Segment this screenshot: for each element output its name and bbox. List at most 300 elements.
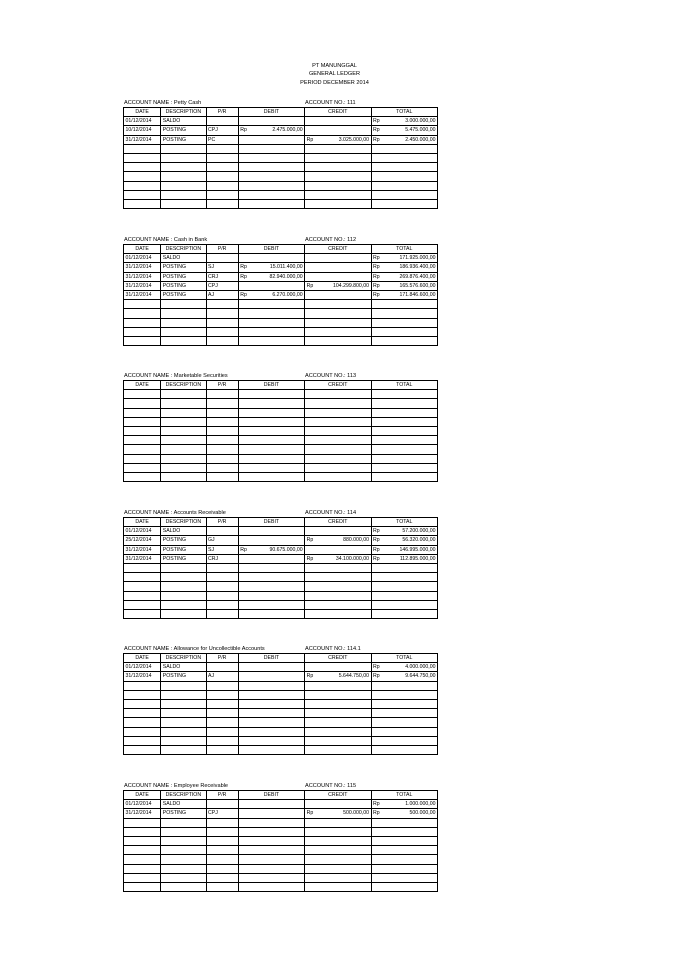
cell-description [161,718,206,727]
cell-total [377,818,437,827]
cell-pr [206,582,238,591]
cell-credit [311,663,371,672]
cell-total [377,600,437,609]
table-row [124,663,438,672]
column-header-credit: CREDIT [305,381,371,390]
cell-date [124,454,161,463]
cell-description [161,745,206,754]
column-header-row [124,654,438,663]
cell-credit [311,545,371,554]
cell-credit-currency: Rp [306,537,314,544]
cell-date [124,600,161,609]
cell-debit [244,727,304,736]
cell-credit [311,727,371,736]
cell-pr [206,591,238,600]
ledger-account-header [123,373,438,380]
column-header-description: DESCRIPTION [161,518,206,527]
cell-debit [244,336,304,345]
cell-credit [311,172,371,181]
cell-description [161,454,206,463]
cell-credit [311,745,371,754]
cell-pr [206,800,238,809]
cell-description: POSTING [161,263,206,272]
column-header-total: TOTAL [371,108,437,117]
cell-total-currency: Rp [373,255,380,262]
cell-description [161,573,206,582]
cell-date [124,873,161,882]
cell-description [161,408,206,417]
cell-credit [311,336,371,345]
column-header-debit: DEBIT [238,791,304,800]
cell-description [161,827,206,836]
cell-pr [206,745,238,754]
column-header-total: TOTAL [371,381,437,390]
table-row-empty [124,417,438,426]
cell-total: 9.644.750,00 [377,672,437,681]
cell-total [377,408,437,417]
cell-credit [311,426,371,435]
cell-total [377,190,437,199]
cell-pr: CPJ [206,126,238,135]
company-name: PT MANUNGGAL [312,63,357,69]
cell-credit [311,699,371,708]
table-row-empty [124,390,438,399]
ledger-table [123,244,438,346]
cell-date: 01/12/2014 [124,527,161,536]
cell-pr: SJ [206,545,238,554]
cell-debit-currency: Rp [240,292,247,299]
cell-credit [311,117,371,126]
cell-description: POSTING [161,272,206,281]
cell-total [377,144,437,153]
cell-date [124,190,161,199]
cell-credit [311,573,371,582]
cell-credit [311,846,371,855]
cell-description [161,472,206,481]
cell-date [124,745,161,754]
cell-description [161,436,206,445]
cell-total: 3.000.000,00 [377,117,437,126]
table-row [124,527,438,536]
cell-credit [311,254,371,263]
cell-total: 146.995.000,00 [377,545,437,554]
cell-pr [206,699,238,708]
cell-debit [244,135,304,144]
account-name: ACCOUNT NAME : Employee Receivable [124,783,229,789]
cell-debit [244,527,304,536]
cell-debit [244,800,304,809]
cell-description [161,426,206,435]
cell-total: 500.000,00 [377,809,437,818]
cell-description [161,882,206,891]
cell-total [377,436,437,445]
cell-pr [206,309,238,318]
cell-description [161,190,206,199]
cell-total: 2.450.000,00 [377,135,437,144]
cell-pr: PC [206,135,238,144]
cell-credit [311,718,371,727]
cell-description [161,699,206,708]
cell-debit [244,408,304,417]
cell-pr [206,827,238,836]
ledger-table [123,517,438,619]
cell-pr [206,609,238,618]
cell-debit [244,827,304,836]
cell-date: 25/12/2014 [124,536,161,545]
cell-credit [311,408,371,417]
cell-credit [311,609,371,618]
cell-total: 269.876.400,00 [377,272,437,281]
cell-credit [311,827,371,836]
cell-credit [311,126,371,135]
cell-date [124,153,161,162]
column-header-description: DESCRIPTION [161,108,206,117]
cell-date [124,727,161,736]
cell-total: 5.475.000,00 [377,126,437,135]
cell-total: 165.576.600,00 [377,281,437,290]
cell-debit [244,809,304,818]
table-row-empty [124,600,438,609]
table-row-empty [124,727,438,736]
table-row-empty [124,408,438,417]
cell-total [377,882,437,891]
cell-pr [206,718,238,727]
cell-debit [244,163,304,172]
account-number: ACCOUNT NO.: 115 [305,783,357,789]
column-header-debit: DEBIT [238,518,304,527]
cell-description [161,399,206,408]
cell-debit [244,591,304,600]
cell-description: SALDO [161,663,206,672]
cell-description [161,445,206,454]
cell-description: POSTING [161,126,206,135]
cell-total [377,573,437,582]
ledger-account [123,237,438,346]
account-number: ACCOUNT NO.: 112 [305,237,357,243]
cell-debit [244,199,304,208]
cell-date [124,827,161,836]
cell-total [377,846,437,855]
cell-pr [206,454,238,463]
cell-total [377,827,437,836]
cell-pr [206,153,238,162]
cell-total [377,318,437,327]
table-row [124,254,438,263]
cell-credit [311,327,371,336]
cell-description: POSTING [161,536,206,545]
cell-date [124,181,161,190]
cell-debit [244,709,304,718]
cell-total-currency: Rp [373,801,380,808]
cell-date: 01/12/2014 [124,117,161,126]
cell-total [377,199,437,208]
cell-total-currency: Rp [373,537,380,544]
cell-description [161,864,206,873]
table-row-empty [124,818,438,827]
cell-date [124,172,161,181]
cell-description [161,417,206,426]
cell-description [161,681,206,690]
table-row-empty [124,144,438,153]
cell-debit [244,864,304,873]
cell-description: SALDO [161,527,206,536]
cell-credit: 3.025.000,00 [311,135,371,144]
cell-description [161,855,206,864]
cell-date [124,699,161,708]
cell-credit-currency: Rp [306,673,314,680]
cell-description [161,591,206,600]
cell-debit [244,254,304,263]
cell-debit: 90.675.000,00 [244,545,304,554]
cell-debit [244,172,304,181]
cell-date [124,426,161,435]
cell-pr [206,117,238,126]
table-row [124,281,438,290]
cell-credit [311,272,371,281]
table-row [124,290,438,299]
table-row-empty [124,463,438,472]
cell-total-currency: Rp [373,282,380,289]
cell-date [124,709,161,718]
cell-description: POSTING [161,135,206,144]
ledger-account [123,646,438,755]
cell-total [377,745,437,754]
cell-description: POSTING [161,554,206,563]
cell-credit [311,454,371,463]
cell-pr: SJ [206,263,238,272]
column-header-date: DATE [124,518,161,527]
cell-total [377,390,437,399]
cell-total-currency: Rp [373,264,380,271]
cell-pr [206,181,238,190]
table-row-empty [124,745,438,754]
cell-description: SALDO [161,117,206,126]
table-row [124,272,438,281]
cell-date [124,463,161,472]
cell-debit [244,300,304,309]
cell-debit [244,573,304,582]
cell-total-currency: Rp [373,673,380,680]
cell-description: SALDO [161,800,206,809]
table-row-empty [124,399,438,408]
cell-credit-currency: Rp [306,810,314,817]
table-row-empty [124,472,438,481]
cell-description: POSTING [161,809,206,818]
account-name: ACCOUNT NAME : Cash in Bank [124,237,208,243]
column-header-credit: CREDIT [305,791,371,800]
table-row-empty [124,609,438,618]
cell-pr [206,736,238,745]
cell-total: 1.000.000,00 [377,800,437,809]
column-header-debit: DEBIT [238,108,304,117]
table-row-empty [124,199,438,208]
table-row-empty [124,563,438,572]
cell-credit [311,263,371,272]
ledger-account-header [123,510,438,517]
column-header-description: DESCRIPTION [161,791,206,800]
cell-debit [244,454,304,463]
table-row-empty [124,318,438,327]
cell-total: 112.895.000,00 [377,554,437,563]
cell-debit [244,117,304,126]
table-row-empty [124,873,438,882]
column-header-pr: P/R [206,791,238,800]
cell-debit [244,554,304,563]
cell-debit-currency: Rp [240,264,247,271]
cell-date [124,718,161,727]
cell-date [124,472,161,481]
cell-pr: CPJ [206,281,238,290]
cell-description [161,818,206,827]
cell-date [124,408,161,417]
cell-date: 01/12/2014 [124,254,161,263]
cell-pr: AJ [206,672,238,681]
table-row-empty [124,573,438,582]
column-header-row [124,381,438,390]
cell-debit [244,818,304,827]
cell-debit: 6.270.000,00 [244,290,304,299]
cell-total [377,681,437,690]
cell-pr [206,417,238,426]
cell-credit [311,153,371,162]
column-header-row [124,108,438,117]
cell-debit [244,327,304,336]
cell-date [124,300,161,309]
table-row-empty [124,681,438,690]
cell-date: 31/12/2014 [124,135,161,144]
cell-credit [311,591,371,600]
cell-credit [311,199,371,208]
cell-pr [206,563,238,572]
table-row [124,800,438,809]
cell-total [377,836,437,845]
cell-total [377,699,437,708]
cell-total [377,609,437,618]
ledger-account [123,510,438,619]
table-row-empty [124,445,438,454]
cell-total [377,472,437,481]
cell-date [124,609,161,618]
cell-pr [206,709,238,718]
table-row-empty [124,309,438,318]
cell-debit [244,190,304,199]
cell-pr: AJ [206,290,238,299]
cell-credit [311,818,371,827]
cell-description [161,309,206,318]
cell-date [124,417,161,426]
column-header-row [124,518,438,527]
cell-description [161,709,206,718]
cell-pr: GJ [206,536,238,545]
cell-total [377,718,437,727]
cell-credit: 5.644.750,00 [311,672,371,681]
cell-total-currency: Rp [373,546,380,553]
table-row [124,135,438,144]
cell-debit [244,736,304,745]
cell-date [124,144,161,153]
table-row-empty [124,454,438,463]
cell-description [161,846,206,855]
cell-debit-currency: Rp [240,273,247,280]
cell-pr: CRJ [206,272,238,281]
cell-debit [244,672,304,681]
cell-debit-currency: Rp [240,127,247,134]
cell-total [377,399,437,408]
cell-pr [206,463,238,472]
table-row-empty [124,690,438,699]
cell-debit [244,882,304,891]
table-row-empty [124,163,438,172]
column-header-description: DESCRIPTION [161,381,206,390]
table-row-empty [124,855,438,864]
cell-date [124,399,161,408]
cell-credit [311,390,371,399]
cell-pr [206,408,238,417]
cell-pr [206,327,238,336]
cell-total [377,690,437,699]
table-row [124,554,438,563]
table-row-empty [124,864,438,873]
cell-credit [311,709,371,718]
cell-pr [206,855,238,864]
account-number: ACCOUNT NO.: 114 [305,510,357,516]
cell-credit [311,399,371,408]
cell-credit [311,290,371,299]
cell-date: 31/12/2014 [124,545,161,554]
cell-date: 31/12/2014 [124,281,161,290]
cell-debit [244,582,304,591]
cell-total: 57.200.000,00 [377,527,437,536]
cell-description [161,181,206,190]
cell-credit [311,309,371,318]
column-header-total: TOTAL [371,791,437,800]
cell-pr [206,172,238,181]
cell-description: POSTING [161,545,206,554]
cell-description [161,336,206,345]
cell-debit [244,536,304,545]
cell-date: 01/12/2014 [124,663,161,672]
cell-credit [311,190,371,199]
cell-total [377,463,437,472]
cell-debit [244,390,304,399]
column-header-date: DATE [124,245,161,254]
cell-pr: CPJ [206,809,238,818]
cell-total [377,336,437,345]
ledger-account-header [123,783,438,790]
cell-credit [311,318,371,327]
cell-total-currency: Rp [373,136,380,143]
cell-description: POSTING [161,281,206,290]
cell-pr [206,190,238,199]
cell-debit: 2.475.000,00 [244,126,304,135]
cell-date [124,199,161,208]
column-header-total: TOTAL [371,518,437,527]
table-row-empty [124,436,438,445]
column-header-debit: DEBIT [238,381,304,390]
cell-total-currency: Rp [373,292,380,299]
table-row-empty [124,709,438,718]
cell-date [124,563,161,572]
cell-total-currency: Rp [373,810,380,817]
cell-pr [206,681,238,690]
cell-pr [206,472,238,481]
cell-total [377,163,437,172]
cell-credit-currency: Rp [306,555,314,562]
cell-total [377,327,437,336]
ledger-header [0,62,679,87]
cell-date [124,327,161,336]
table-row-empty [124,181,438,190]
